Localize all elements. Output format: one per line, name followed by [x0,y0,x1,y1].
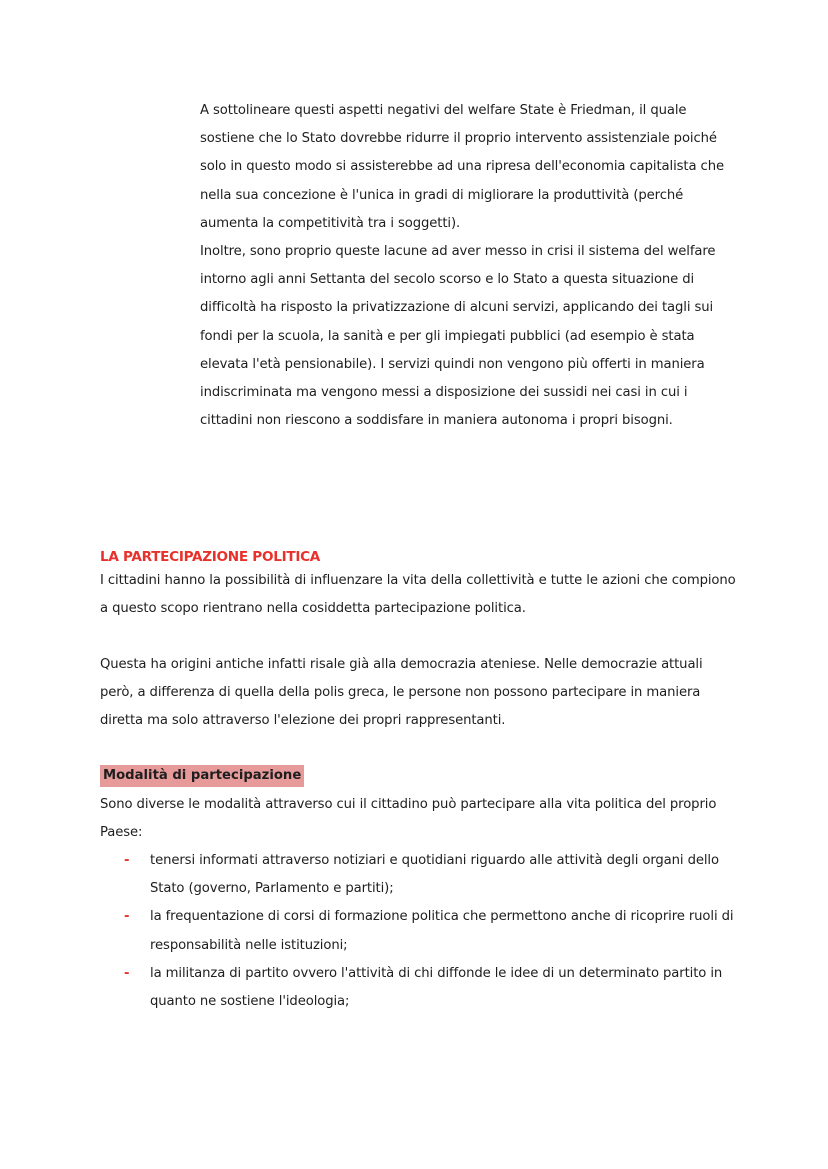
list-item [124,847,744,903]
section-title: LA PARTECIPAZIONE POLITICA [100,549,320,565]
list-item-text: la militanza di partito ovvero l'attività di chi diffonde le idee di un determinato partito in quanto ne sostiene l'ideologia; [150,965,723,1010]
list-item-text: la frequentazione di corsi di formazione politica che permettono anche di ricoprire ruoli di responsabilità nelle istituzioni; [150,909,734,953]
subsection-intro: Sono diverse le modalità attraverso cui il cittadino può partecipare alla vita politica del proprio Paese: [100,797,717,841]
bullet-dash: - [124,909,130,925]
intro-paragraph-1: A sottolineare questi aspetti negativi del welfare State è Friedman, il quale sostiene che lo Stato dovrebbe ridurre il proprio intervento assistenziale poiché solo in questo modo si assisterebbe ad una ripresa dell'economia capitalista che nella sua concezione è l'unica in gradi di migliorare la produttività (perché aumenta la competitività tra i soggetti). [200,103,724,231]
section-paragraph-1: I cittadini hanno la possibilità di influenzare la vita della collettività e tutte le azioni che compiono a questo scopo rientrano nella cosiddetta partecipazione politica. [100,573,736,617]
subsection-title: Modalità di partecipazione [100,765,304,787]
section-paragraph-2: Questa ha origini antiche infatti risale già alla democrazia ateniese. Nelle democrazie attuali però, a differenza di quella della polis greca, le persone non possono partecipare in maniera diretta ma solo attraverso l'elezione dei propri rappresentanti. [100,657,703,729]
intro-paragraph-2: Inoltre, sono proprio queste lacune ad aver messo in crisi il sistema del welfare intorno agli anni Settanta del secolo scorso e lo Stato a questa situazione di difficoltà ha risposto la privatizzazione di alcuni servizi, applicando dei tagli sui fondi per la scuola, la sanità e per gli impiegati pubblici (ad esempio è stata elevata l'età pensionabile). I servizi quindi non vengono più offerti in maniera indiscriminata ma vengono messi a disposizione dei sussidi nei casi in cui i cittadini non riescono a soddisfare in maniera autonoma i propri bisogni. [200,244,716,429]
list-item [124,960,744,1016]
list-item [124,903,744,959]
bullet-dash: - [124,965,130,981]
intro-text [200,97,735,435]
list-item-text: tenersi informati attraverso notiziari e quotidiani riguardo alle attività degli organi dello Stato (governo, Parlamento e partiti); [150,853,719,897]
participation-list [124,847,744,1016]
bullet-dash: - [124,853,130,868]
